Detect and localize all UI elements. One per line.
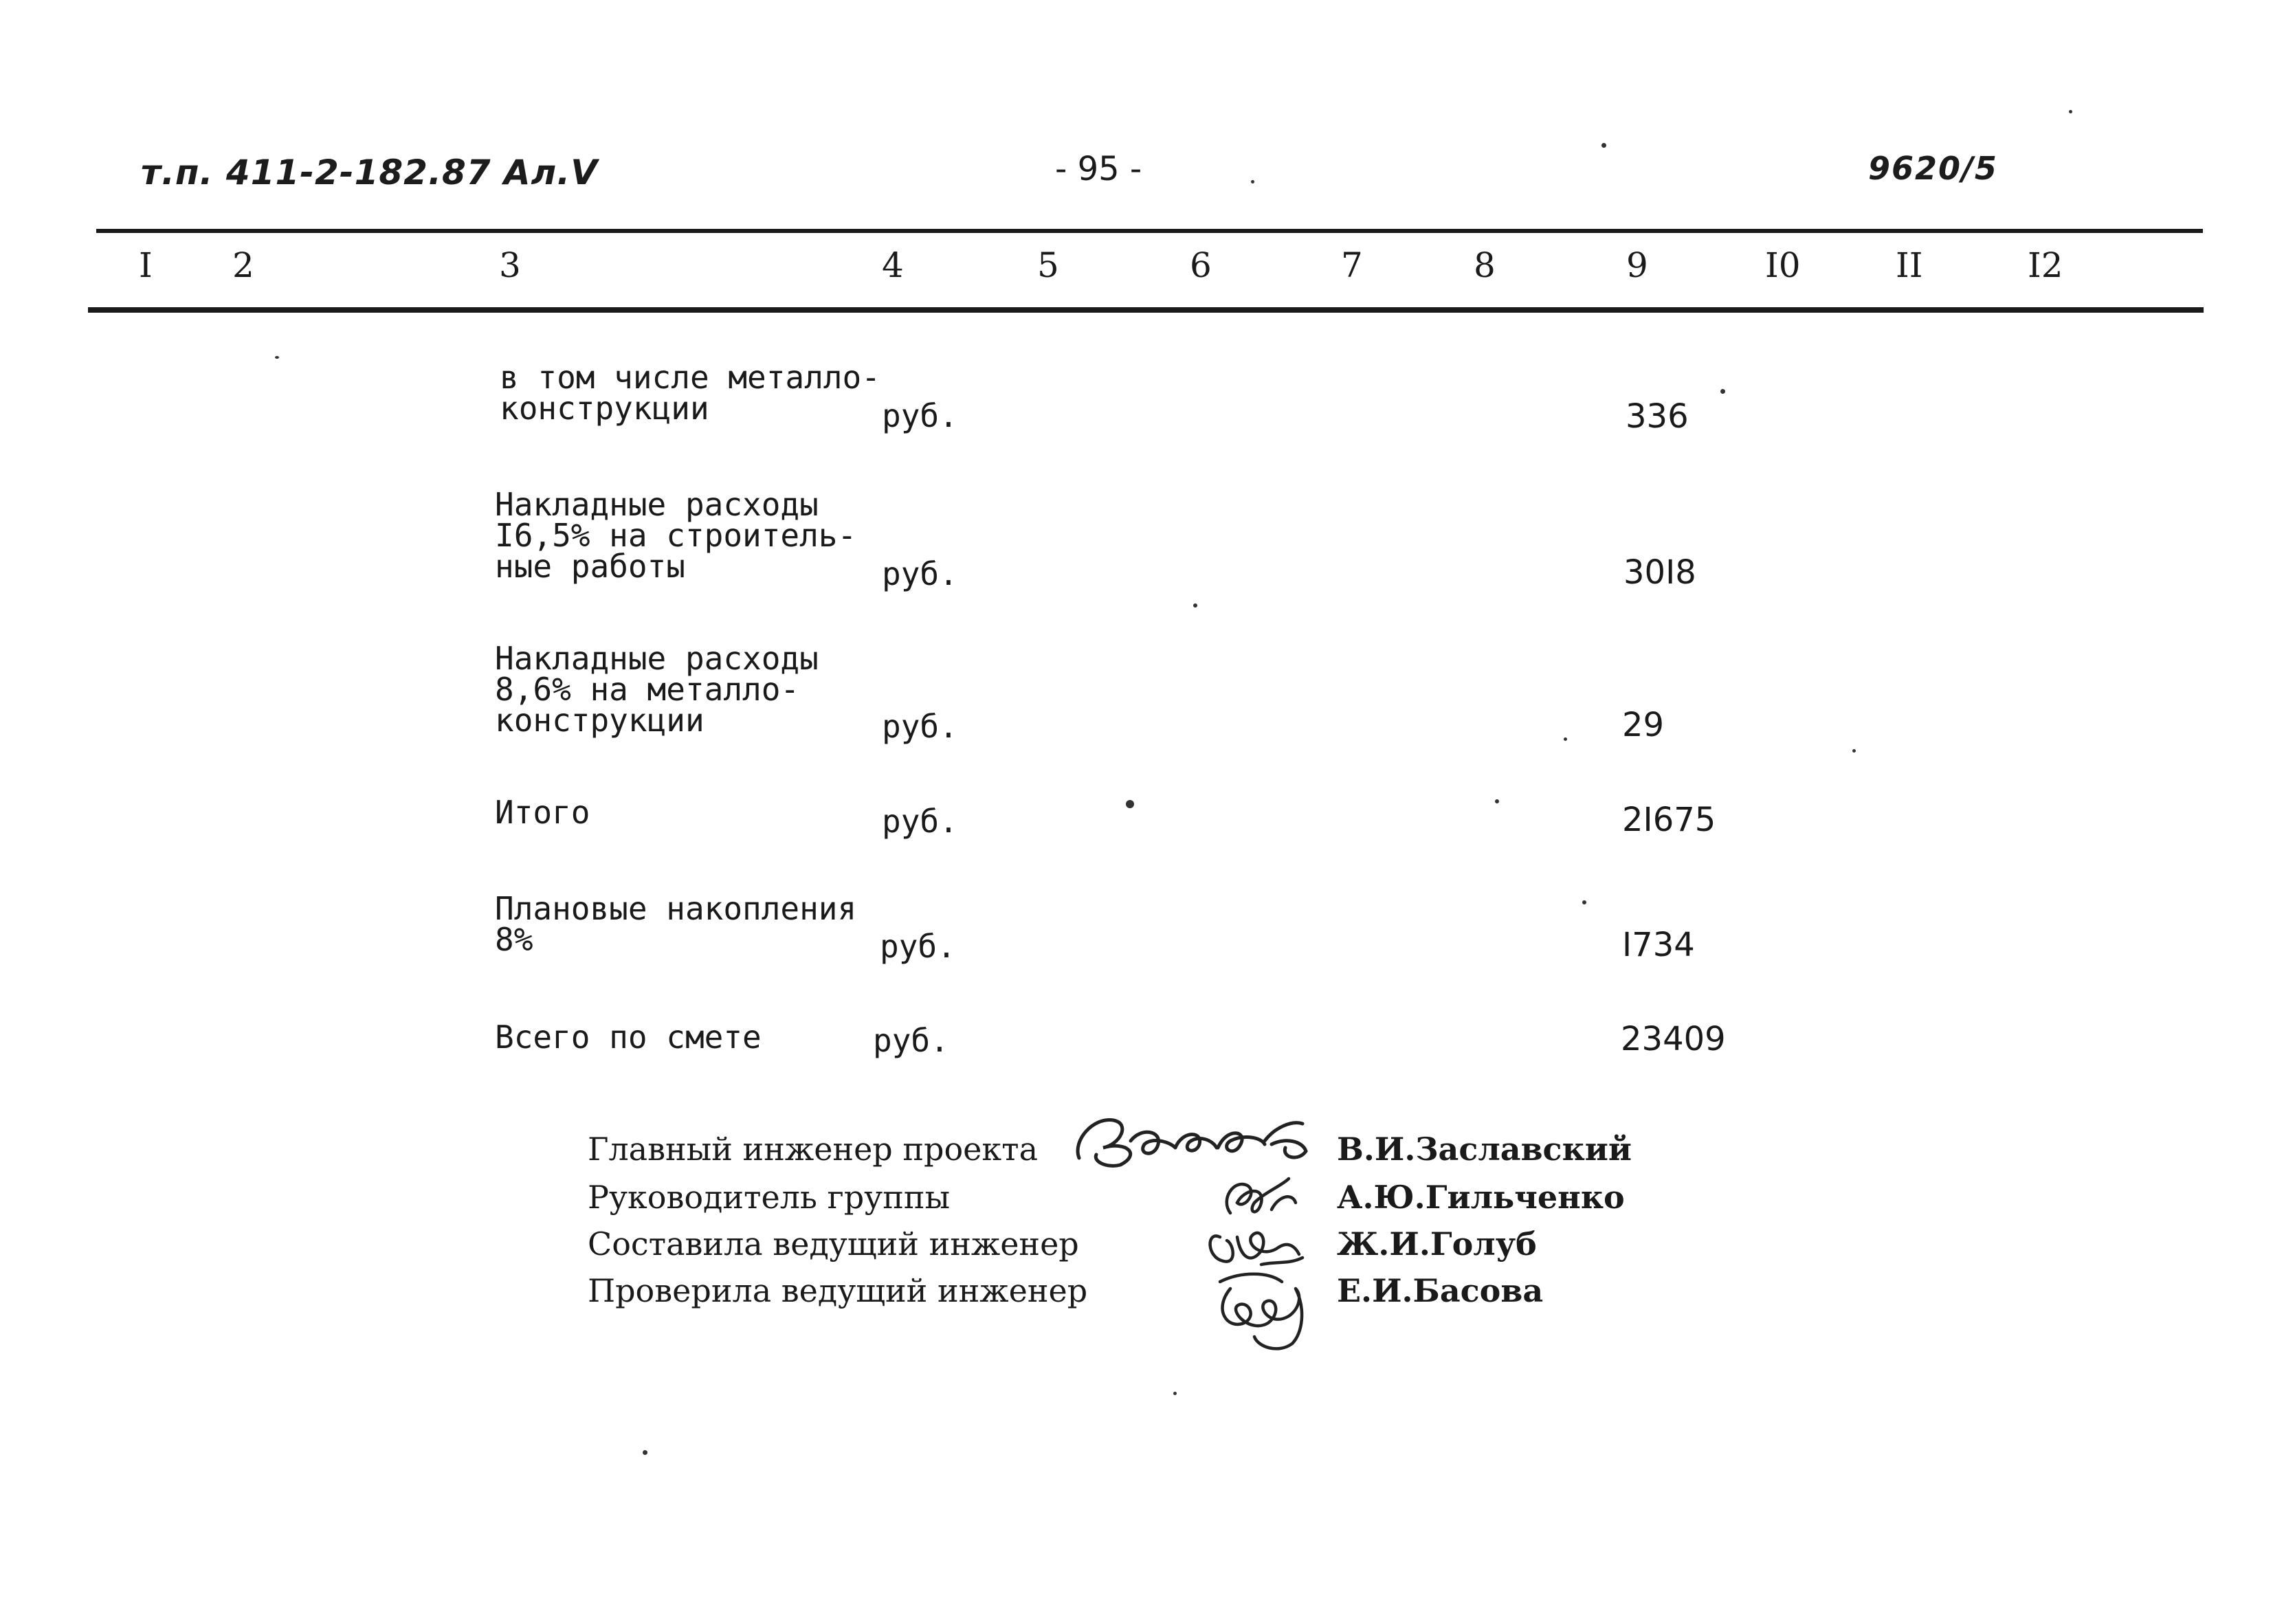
signature-name: А.Ю.Гильченко bbox=[1337, 1179, 1625, 1216]
column-number-10: I0 bbox=[1765, 245, 1801, 285]
row-value: 30I8 bbox=[1623, 553, 1696, 592]
scan-speck bbox=[1193, 603, 1197, 608]
scan-speck bbox=[1495, 799, 1499, 803]
handwritten-signature-1 bbox=[1065, 1100, 1327, 1175]
row-value: 29 bbox=[1622, 706, 1665, 744]
row-description: Накладные расходы 8,6% на металло- конструкции bbox=[495, 640, 819, 739]
signature-name: Ж.И.Голуб bbox=[1337, 1225, 1537, 1263]
scan-speck bbox=[1173, 1392, 1177, 1395]
row-unit: руб. bbox=[882, 803, 958, 840]
scan-speck bbox=[643, 1450, 647, 1455]
signature-role: Главный инженер проекта bbox=[588, 1131, 1039, 1168]
row-description: Плановые накопления 8% bbox=[495, 890, 857, 958]
scan-speck bbox=[1582, 900, 1586, 904]
scan-speck bbox=[275, 356, 279, 359]
column-number-12: I2 bbox=[2028, 245, 2063, 285]
row-value: 2I675 bbox=[1622, 801, 1716, 839]
row-unit: руб. bbox=[880, 928, 956, 965]
row-unit: руб. bbox=[882, 555, 958, 592]
column-number-4: 4 bbox=[882, 245, 904, 285]
row-description: в том числе металло- конструкции bbox=[500, 359, 880, 427]
header-rule-top bbox=[96, 229, 2203, 233]
column-number-9: 9 bbox=[1626, 245, 1648, 285]
scan-speck bbox=[1852, 749, 1856, 753]
signature-role: Руководитель группы bbox=[588, 1179, 951, 1216]
row-value: I734 bbox=[1622, 926, 1695, 964]
row-unit: руб. bbox=[873, 1022, 949, 1059]
row-description: Всего по смете bbox=[495, 1019, 762, 1056]
document-code: т.п. 411-2-182.87 Ал.V bbox=[141, 153, 598, 192]
signature-role: Составила ведущий инженер bbox=[588, 1225, 1079, 1263]
signature-name: В.И.Заславский bbox=[1337, 1131, 1632, 1168]
column-number-6: 6 bbox=[1190, 245, 1212, 285]
column-number-11: II bbox=[1896, 245, 1923, 285]
page-number: - 95 - bbox=[1055, 150, 1142, 188]
column-number-5: 5 bbox=[1037, 245, 1059, 285]
scan-speck bbox=[1251, 180, 1254, 183]
row-value: 23409 bbox=[1621, 1020, 1726, 1058]
header-rule-bottom bbox=[88, 307, 2204, 313]
signature-role: Проверила ведущий инженер bbox=[588, 1272, 1088, 1309]
column-number-2: 2 bbox=[232, 245, 254, 285]
scan-speck bbox=[1601, 143, 1606, 148]
signature-name: Е.И.Басова bbox=[1337, 1272, 1544, 1309]
row-description: Итого bbox=[495, 794, 590, 831]
column-number-7: 7 bbox=[1341, 245, 1363, 285]
handwritten-signature-4 bbox=[1199, 1268, 1323, 1357]
row-unit: руб. bbox=[882, 397, 958, 434]
column-number-1: I bbox=[139, 245, 153, 285]
scan-speck bbox=[2069, 110, 2072, 113]
scan-speck bbox=[1564, 737, 1567, 741]
scan-speck bbox=[1126, 800, 1134, 808]
row-unit: руб. bbox=[882, 708, 958, 745]
scan-speck bbox=[1720, 389, 1725, 394]
row-value: 336 bbox=[1626, 397, 1689, 436]
row-description: Накладные расходы I6,5% на строитель- ные работы bbox=[495, 486, 857, 585]
column-number-8: 8 bbox=[1474, 245, 1496, 285]
column-number-3: 3 bbox=[499, 245, 521, 285]
archive-number: 9620/5 bbox=[1868, 150, 1998, 187]
